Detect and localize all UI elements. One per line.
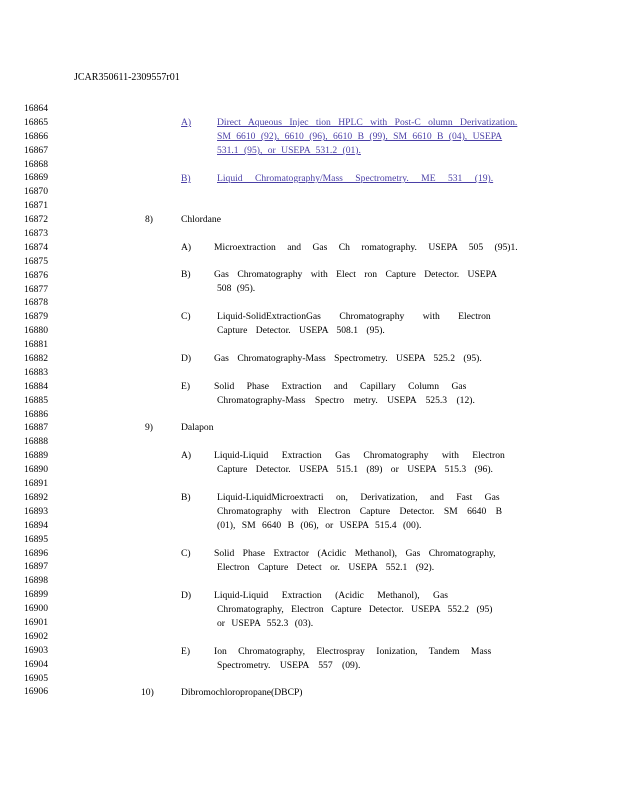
- line-number: 16868: [24, 158, 48, 170]
- line-number: 16867: [24, 144, 48, 156]
- item-8e-line2: Chromatography-Mass Spectro metry. USEPA 525.3 (12).: [217, 395, 475, 406]
- line-number: 16888: [24, 436, 48, 448]
- item-8b-line1: Gas Chromatography with Elect ron Capture Detector. USEPA: [214, 269, 498, 280]
- line-number: 16904: [24, 658, 48, 670]
- line-number: 16864: [24, 103, 48, 114]
- item-9e-line2: Spectrometry. USEPA 557 (09).: [217, 660, 361, 671]
- item-9d-line3: or USEPA 552.3 (03).: [217, 618, 314, 629]
- line-number: 16885: [24, 394, 48, 406]
- line-number: 16887: [24, 422, 48, 434]
- item-9e-label: E): [181, 646, 191, 657]
- section-8-number: 8): [145, 214, 153, 225]
- item-9b-line1: Liquid-LiquidMicroextracti on, Derivatization, and Fast Gas: [217, 492, 500, 503]
- item-9a-line1: Liquid-Liquid Extraction Gas Chromatography with Electron: [214, 450, 505, 461]
- line-number: 16882: [24, 353, 48, 365]
- item-9d-line1: Liquid-Liquid Extraction (Acidic Methanol), Gas: [214, 590, 448, 601]
- line-number: 16865: [24, 116, 48, 128]
- line-number: 16898: [24, 575, 48, 587]
- line-number: 16883: [24, 366, 48, 378]
- item-9a-line2: Capture Detector. USEPA 515.1 (89) or USEPA 515.3 (96).: [217, 464, 493, 475]
- item-8c-label: C): [181, 311, 191, 322]
- document-id: JCAR350611-2309557r01: [74, 72, 180, 83]
- item-9d-label: D): [181, 590, 192, 601]
- line-number: 16896: [24, 547, 48, 559]
- item-a-label: A): [181, 117, 192, 128]
- line-number: 16892: [24, 491, 48, 503]
- item-b-label: B): [181, 173, 191, 184]
- line-number: 16895: [24, 533, 48, 545]
- line-number: 16876: [24, 269, 48, 281]
- line-number: 16878: [24, 297, 48, 309]
- item-9c-line2: Electron Capture Detect or. USEPA 552.1 (92).: [217, 562, 435, 573]
- line-number: 16869: [24, 172, 48, 184]
- line-number: 16872: [24, 214, 48, 226]
- line-number: 16890: [24, 464, 48, 476]
- item-8a-line1: Microextraction and Gas Ch romatography. USEPA 505 (95)1.: [214, 242, 518, 253]
- item-a-line3: 531.1 (95), or USEPA 531.2 (01).: [217, 145, 361, 156]
- item-9b-line2: Chromatography with Electron Capture Detector. SM 6640 B: [217, 506, 503, 517]
- line-number: 16879: [24, 311, 48, 323]
- line-number: 16906: [24, 686, 48, 698]
- line-number: 16884: [24, 380, 48, 392]
- section-10-number: 10): [141, 687, 154, 698]
- line-number: 16877: [24, 283, 48, 295]
- section-10-title: Dibromochloropropane(DBCP): [181, 687, 303, 698]
- section-9-number: 9): [145, 422, 153, 433]
- line-number: 16889: [24, 450, 48, 462]
- line-number: 16894: [24, 519, 48, 531]
- line-number: 16905: [24, 672, 48, 684]
- item-8b-line2: 508 (95).: [217, 283, 256, 294]
- item-a-line2: SM 6610 (92), 6610 (96), 6610 B (99), SM 6610 B (04), USEPA: [217, 131, 503, 142]
- line-number: 16902: [24, 630, 48, 642]
- item-8c-line1: Liquid-SolidExtractionGas Chromatography with Electron: [217, 311, 491, 322]
- line-number: 16880: [24, 325, 48, 337]
- line-number: 16873: [24, 228, 48, 240]
- line-number: 16875: [24, 255, 48, 267]
- line-number: 16886: [24, 408, 48, 420]
- line-number: 16893: [24, 505, 48, 517]
- item-8e-label: E): [181, 381, 191, 392]
- line-number: 16874: [24, 241, 48, 253]
- item-8b-label: B): [181, 269, 191, 280]
- section-8-title: Chlordane: [181, 214, 221, 225]
- item-8d-label: D): [181, 353, 192, 364]
- section-9-title: Dalapon: [181, 422, 214, 433]
- line-number: 16866: [24, 130, 48, 142]
- line-number: 16881: [24, 339, 48, 351]
- line-number: 16899: [24, 589, 48, 601]
- item-9c-line1: Solid Phase Extractor (Acidic Methanol), Gas Chromatography,: [214, 548, 496, 559]
- line-number: 16870: [24, 186, 48, 198]
- item-9b-label: B): [181, 492, 191, 503]
- item-9a-label: A): [181, 450, 192, 461]
- item-a-line1: Direct Aqueous Injec tion HPLC with Post-C olumn Derivatization.: [217, 117, 518, 128]
- item-8e-line1: Solid Phase Extraction and Capillary Column Gas: [214, 381, 467, 392]
- line-number: 16897: [24, 561, 48, 573]
- line-number: 16891: [24, 478, 48, 490]
- line-number: 16871: [24, 200, 48, 212]
- line-number: 16900: [24, 603, 48, 615]
- item-8a-label: A): [181, 242, 192, 253]
- line-number: 16903: [24, 644, 48, 656]
- item-9c-label: C): [181, 548, 191, 559]
- item-9e-line1: Ion Chromatography, Electrospray Ionization, Tandem Mass: [214, 646, 492, 657]
- item-8c-line2: Capture Detector. USEPA 508.1 (95).: [217, 325, 385, 336]
- item-9d-line2: Chromatography, Electron Capture Detector. USEPA 552.2 (95): [217, 604, 493, 615]
- line-number: 16901: [24, 616, 48, 628]
- item-9b-line3: (01), SM 6640 B (06), or USEPA 515.4 (00).: [217, 520, 422, 531]
- item-b-line1: Liquid Chromatography/Mass Spectrometry. ME 531 (19).: [217, 173, 494, 184]
- line-numbers: [24, 102, 48, 699]
- item-8d-line1: Gas Chromatography-Mass Spectrometry. USEPA 525.2 (95).: [214, 353, 482, 364]
